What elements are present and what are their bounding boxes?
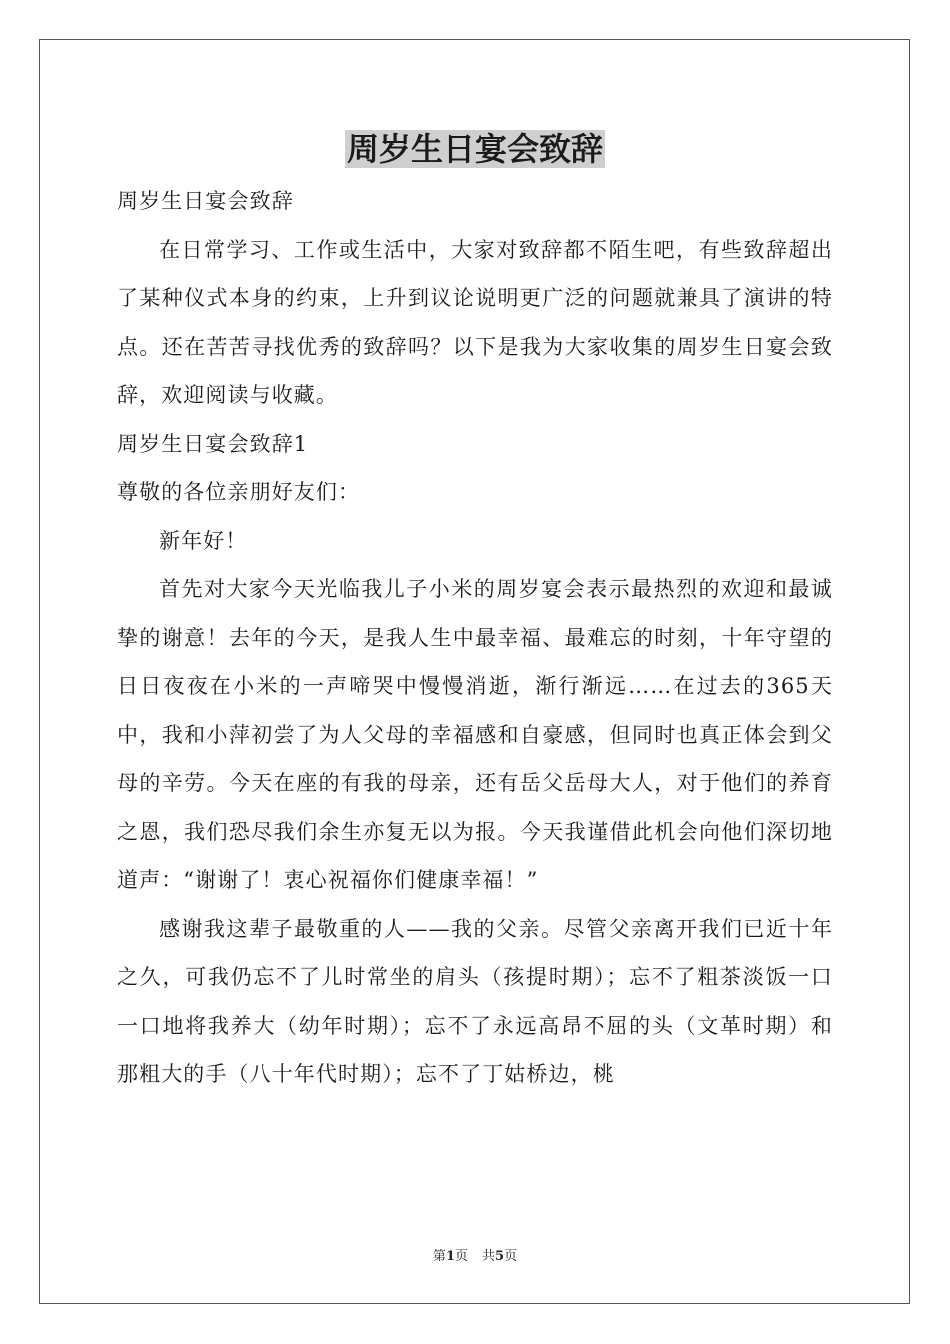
footer-total-prefix: 共: [482, 1249, 496, 1264]
footer-page-prefix: 第: [432, 1249, 446, 1264]
page-footer: [0, 1248, 950, 1266]
body-paragraph: 在日常学习、工作或生活中，大家对致辞都不陌生吧，有些致辞超出了某种仪式本身的约束，上升到议论说明更广泛的问题就兼具了演讲的特点。还在苦苦寻找优秀的致辞吗？以下是我为大家收集的周岁生日宴会致辞，欢迎阅读与收藏。: [117, 237, 833, 407]
body-paragraph: 首先对大家今天光临我儿子小米的周岁宴会表示最热烈的欢迎和最诚挚的谢意！去年的今天，是我人生中最幸福、最难忘的时刻，十年守望的日日夜夜在小米的一声啼哭中慢慢消逝，渐行渐远……在过去的365天中，我和小萍初尝了为人父母的幸福感和自豪感，但同时也真正体会到父母的辛劳。今天在座的有我的母亲，还有岳父岳母大人，对于他们的养育之恩，我们恐尽我们余生亦复无以为报。今天我谨借此机会向他们深切地道声：“谢谢了！衷心祝福你们健康幸福！”: [117, 577, 833, 892]
footer-page-total: 5: [495, 1249, 505, 1264]
document-title-text: 周岁生日宴会致辞: [346, 130, 603, 168]
body-paragraph: 尊敬的各位亲朋好友们：: [117, 480, 361, 504]
document-body: [117, 177, 833, 1099]
body-paragraph: 周岁生日宴会致辞: [117, 189, 294, 213]
body-paragraph: 周岁生日宴会致辞1: [117, 431, 309, 456]
footer-total-suffix: 页: [504, 1249, 518, 1264]
document-title: [0, 127, 950, 171]
footer-page-current: 1: [445, 1249, 455, 1264]
footer-page-suffix: 页: [454, 1249, 468, 1264]
body-paragraph: 感谢我这辈子最敬重的人——我的父亲。尽管父亲离开我们已近十年之久，可我仍忘不了儿时常坐的肩头（孩提时期）；忘不了粗茶淡饭一口一口地将我养大（幼年时期）；忘不了永远高昂不屈的头（文革时期）和那粗大的手（八十年代时期）；忘不了丁姑桥边，桃: [117, 916, 833, 1086]
body-paragraph: 新年好！: [159, 528, 248, 553]
